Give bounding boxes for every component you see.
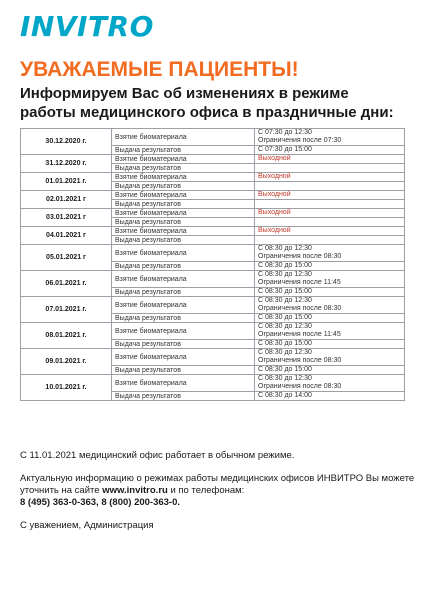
schedule-action: Выдача результатов	[112, 164, 255, 173]
schedule-date: 05.01.2021 г	[21, 245, 112, 271]
schedule-time-line: С 07:30 до 15:00	[258, 146, 312, 153]
schedule-time-line: Выходной	[258, 227, 291, 234]
schedule-time-line: Выходной	[258, 155, 291, 162]
schedule-time-line: Ограничения после 08:30	[258, 383, 342, 390]
schedule-time	[255, 182, 405, 191]
schedule-time	[255, 236, 405, 245]
schedule-action: Взятие биоматериала	[112, 209, 255, 218]
schedule-row	[21, 297, 405, 314]
schedule-action: Выдача результатов	[112, 366, 255, 375]
schedule-time	[255, 366, 405, 375]
schedule-table	[20, 128, 405, 401]
schedule-action: Выдача результатов	[112, 392, 255, 401]
schedule-row	[21, 271, 405, 288]
schedule-row	[21, 323, 405, 340]
schedule-date: 30.12.2020 г.	[21, 129, 112, 155]
schedule-date: 07.01.2021 г.	[21, 297, 112, 323]
schedule-time-line: С 08:30 до 12:30	[258, 323, 312, 330]
schedule-action: Взятие биоматериала	[112, 375, 255, 392]
schedule-time-line: С 08:30 до 15:00	[258, 262, 312, 269]
website-link[interactable]: www.invitro.ru	[102, 485, 168, 496]
schedule-time-line	[258, 182, 401, 190]
schedule-row	[21, 375, 405, 392]
schedule-time-line: С 08:30 до 14:00	[258, 392, 312, 399]
schedule-date: 01.01.2021 г.	[21, 173, 112, 191]
normal-mode-note: С 11.01.2021 медицинский офис работает в обычном режиме.	[20, 450, 295, 461]
schedule-time-line: Ограничения после 08:30	[258, 305, 342, 312]
schedule-time-line: С 08:30 до 15:00	[258, 366, 312, 373]
schedule-time-line: Ограничения после 11:45	[258, 279, 341, 286]
schedule-time	[255, 375, 405, 392]
page-subtitle	[20, 84, 420, 122]
schedule-time-line: С 08:30 до 12:30	[258, 271, 312, 278]
phone-numbers: 8 (495) 363-0-363, 8 (800) 200-363-0.	[20, 497, 181, 508]
schedule-date: 06.01.2021 г.	[21, 271, 112, 297]
schedule-time	[255, 227, 405, 236]
schedule-row	[21, 349, 405, 366]
schedule-time-line	[258, 236, 401, 244]
schedule-action: Взятие биоматериала	[112, 349, 255, 366]
schedule-row	[21, 155, 405, 164]
subtitle-line: Информируем Вас об изменениях в режиме	[20, 85, 349, 102]
schedule-row	[21, 173, 405, 182]
schedule-action: Выдача результатов	[112, 236, 255, 245]
schedule-action: Взятие биоматериала	[112, 191, 255, 200]
info-paragraph	[20, 473, 415, 509]
schedule-action: Выдача результатов	[112, 288, 255, 297]
schedule-action: Выдача результатов	[112, 182, 255, 191]
schedule-action: Выдача результатов	[112, 340, 255, 349]
schedule-time	[255, 288, 405, 297]
schedule-time-line	[258, 218, 401, 226]
schedule-time-line: С 07:30 до 12:30	[258, 129, 312, 136]
schedule-action: Взятие биоматериала	[112, 297, 255, 314]
schedule-date: 10.01.2021 г.	[21, 375, 112, 401]
schedule-time-line: Ограничения после 08:30	[258, 253, 342, 260]
schedule-time	[255, 173, 405, 182]
schedule-action: Взятие биоматериала	[112, 155, 255, 164]
schedule-time	[255, 392, 405, 401]
schedule-date: 09.01.2021 г.	[21, 349, 112, 375]
schedule-date: 04.01.2021 г	[21, 227, 112, 245]
schedule-action: Выдача результатов	[112, 218, 255, 227]
schedule-time	[255, 323, 405, 340]
schedule-row	[21, 227, 405, 236]
schedule-action: Взятие биоматериала	[112, 245, 255, 262]
schedule-table-body	[21, 129, 405, 401]
schedule-time-line: С 08:30 до 15:00	[258, 314, 312, 321]
schedule-time-line: Ограничения после 08:30	[258, 357, 342, 364]
schedule-time-line: С 08:30 до 12:30	[258, 297, 312, 304]
schedule-date: 02.01.2021 г	[21, 191, 112, 209]
schedule-time-line	[258, 164, 401, 172]
schedule-time	[255, 200, 405, 209]
schedule-time	[255, 155, 405, 164]
schedule-action: Взятие биоматериала	[112, 129, 255, 146]
schedule-time-line: С 08:30 до 12:30	[258, 245, 312, 252]
schedule-time	[255, 314, 405, 323]
schedule-action: Взятие биоматериала	[112, 271, 255, 288]
phone-intro: и по телефонам:	[170, 485, 245, 496]
schedule-date: 08.01.2021 г.	[21, 323, 112, 349]
schedule-date: 03.01.2021 г	[21, 209, 112, 227]
schedule-time-line: Выходной	[258, 191, 291, 198]
schedule-action: Взятие биоматериала	[112, 323, 255, 340]
schedule-time	[255, 146, 405, 155]
schedule-time-line: Ограничения после 07:30	[258, 137, 342, 144]
schedule-time-line: С 08:30 до 12:30	[258, 349, 312, 356]
schedule-time	[255, 297, 405, 314]
subtitle-line: работы медицинского офиса в праздничные дни:	[20, 104, 394, 121]
schedule-time	[255, 164, 405, 173]
schedule-row	[21, 191, 405, 200]
footer	[20, 450, 415, 543]
schedule-row	[21, 129, 405, 146]
info-text: Актуальную информацию о режимах работы медицинских офисов ИНВИТРО Вы можете уточнить на сайте	[20, 473, 415, 496]
schedule-time-line: С 08:30 до 15:00	[258, 288, 312, 295]
schedule-time-line: Выходной	[258, 173, 291, 180]
schedule-row	[21, 209, 405, 218]
schedule-time-line: Ограничения после 11:45	[258, 331, 341, 338]
schedule-time	[255, 349, 405, 366]
schedule-action: Взятие биоматериала	[112, 173, 255, 182]
schedule-time-line	[258, 200, 401, 208]
schedule-action: Выдача результатов	[112, 146, 255, 155]
invitro-logo: INVITRO	[20, 10, 154, 43]
schedule-time	[255, 191, 405, 200]
schedule-time	[255, 245, 405, 262]
schedule-action: Взятие биоматериала	[112, 227, 255, 236]
schedule-time-line: С 08:30 до 12:30	[258, 375, 312, 382]
schedule-row	[21, 245, 405, 262]
schedule-action: Выдача результатов	[112, 314, 255, 323]
regards: С уважением, Администрация	[20, 520, 154, 531]
schedule-time	[255, 271, 405, 288]
schedule-date: 31.12.2020 г.	[21, 155, 112, 173]
schedule-action: Выдача результатов	[112, 262, 255, 271]
page-title: УВАЖАЕМЫЕ ПАЦИЕНТЫ!	[20, 58, 299, 81]
schedule-time	[255, 340, 405, 349]
schedule-time-line: Выходной	[258, 209, 291, 216]
schedule-time	[255, 262, 405, 271]
schedule-time	[255, 209, 405, 218]
schedule-action: Выдача результатов	[112, 200, 255, 209]
schedule-time	[255, 218, 405, 227]
schedule-time	[255, 129, 405, 146]
schedule-time-line: С 08:30 до 15:00	[258, 340, 312, 347]
